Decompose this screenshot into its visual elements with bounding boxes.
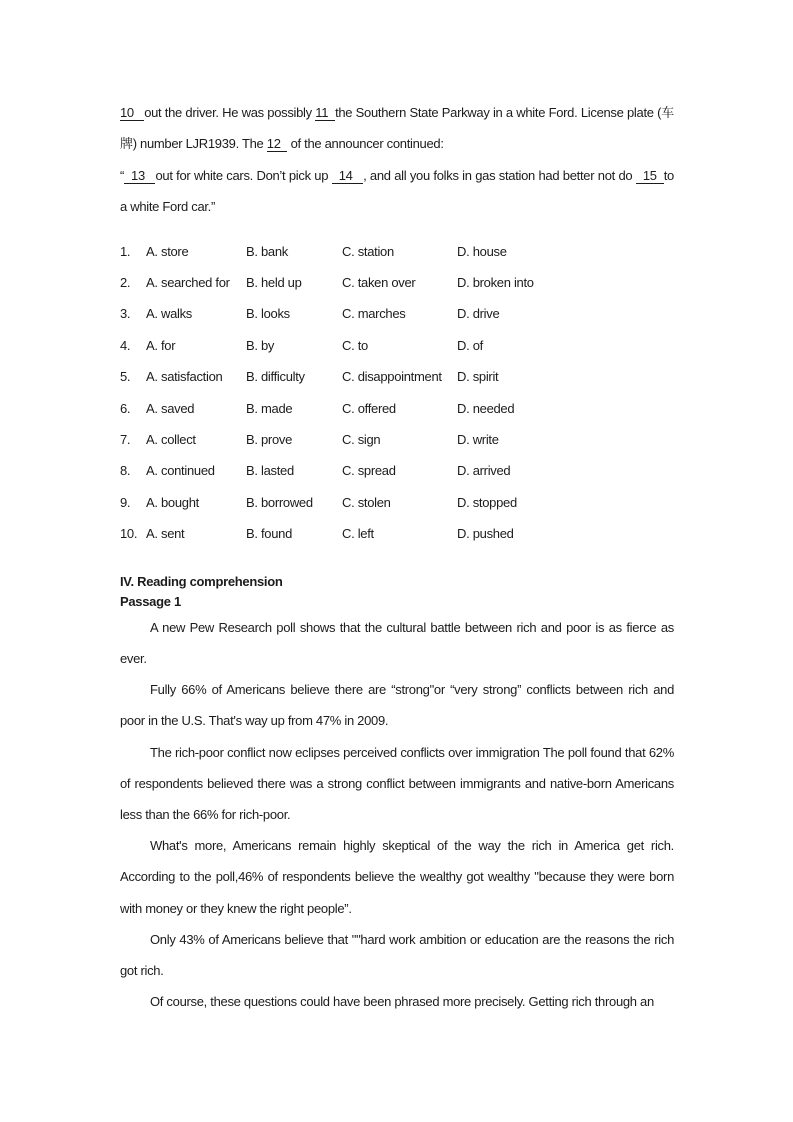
option-c: C. station — [342, 243, 394, 259]
option-c: C. stolen — [342, 494, 391, 510]
option-c: C. disappointment — [342, 369, 442, 385]
question-row — [120, 298, 674, 329]
option-c: C. spread — [342, 463, 396, 479]
question-list — [120, 236, 674, 550]
option-c: C. sign — [342, 432, 381, 448]
option-d: D. broken into — [457, 275, 534, 291]
option-c: C. marches — [342, 306, 406, 322]
question-row — [120, 487, 674, 518]
passage-paragraph: Of course, these questions could have been phrased more precisely. Getting rich through an — [150, 994, 654, 1010]
document-page — [120, 97, 674, 1017]
option-a: A. searched for — [146, 275, 230, 291]
option-b: B. bank — [246, 243, 288, 259]
option-c: C. offered — [342, 400, 396, 416]
option-d: D. needed — [457, 400, 515, 416]
question-number: 4. — [120, 337, 131, 353]
cloze-blank: 11 — [315, 105, 336, 120]
cloze-text: , and all you folks in gas station had better not do — [363, 167, 636, 183]
option-b: B. looks — [246, 306, 290, 322]
question-row — [120, 393, 674, 424]
option-a: A. continued — [146, 463, 215, 479]
cloze-text: out the driver. He was possibly — [144, 105, 316, 120]
option-b: B. borrowed — [246, 494, 313, 510]
question-number: 6. — [120, 400, 131, 416]
question-row — [120, 330, 674, 361]
question-number: 1. — [120, 243, 131, 259]
cloze-blank: 12 — [266, 136, 288, 152]
question-number: 3. — [120, 306, 131, 322]
option-a: A. collect — [146, 432, 196, 448]
cloze-text: out for white cars. Don’t pick up — [155, 167, 332, 183]
question-number: 5. — [120, 369, 131, 385]
option-a: A. store — [146, 243, 189, 259]
option-b: B. held up — [246, 275, 302, 291]
option-b: B. difficulty — [246, 369, 305, 385]
question-number: 2. — [120, 275, 131, 291]
passage-paragraph: A new Pew Research poll shows that the cultural battle between rich and poor is as fierce as ever. — [120, 619, 674, 666]
option-a: A. satisfaction — [146, 369, 223, 385]
option-a: A. saved — [146, 400, 195, 416]
passage-label: Passage 1 — [120, 593, 181, 609]
cloze-blank: 14 — [331, 167, 364, 183]
passage-paragraph: Only 43% of Americans believe that ""hard work ambition or education are the reasons the rich got rich. — [120, 931, 674, 978]
option-c: C. left — [342, 526, 374, 542]
cloze-text: to a white Ford car.” — [120, 167, 674, 215]
passage-paragraph: Fully 66% of Americans believe there are “strong"or “very strong” conflicts between rich and poor in the U.S. That's way up from 47% in 2009. — [120, 682, 674, 729]
passage-paragraph: What's more, Americans remain highly skeptical of the way the rich in America get rich. According to the poll,46% of respondents believe the wealthy got wealthy "because they were born with money or they knew the right people”. — [120, 838, 674, 916]
question-row — [120, 361, 674, 392]
question-row — [120, 267, 674, 298]
cloze-paragraph — [120, 97, 674, 160]
option-a: A. walks — [146, 306, 193, 322]
option-d: D. house — [457, 243, 507, 259]
option-b: B. found — [246, 526, 293, 542]
option-d: D. drive — [457, 306, 500, 322]
cloze-text: the Southern State Parkway in a white Ford. License plate (车牌) number LJR1939. The — [120, 105, 674, 152]
option-d: D. stopped — [457, 494, 517, 510]
reading-passage — [120, 612, 674, 1018]
reading-section-header — [120, 572, 674, 612]
option-d: D. of — [457, 337, 483, 353]
option-d: D. arrived — [457, 463, 511, 479]
cloze-passage — [120, 97, 674, 223]
question-row — [120, 236, 674, 267]
option-b: B. lasted — [246, 463, 294, 479]
section-title: IV. Reading comprehension — [120, 573, 283, 589]
question-row — [120, 455, 674, 486]
question-row — [120, 518, 674, 549]
question-number: 9. — [120, 494, 131, 510]
option-d: D. spirit — [457, 369, 499, 385]
option-c: C. taken over — [342, 275, 416, 291]
question-row — [120, 424, 674, 455]
option-d: D. pushed — [457, 526, 514, 542]
option-b: B. by — [246, 337, 275, 353]
question-number: 8. — [120, 463, 131, 479]
question-number: 10. — [120, 526, 138, 542]
passage-paragraph: The rich-poor conflict now eclipses perceived conflicts over immigration The poll found that 62% of respondents believed there was a strong conflict between immigrants and native-born Americans less than the 66% for rich-poor. — [120, 744, 674, 822]
cloze-paragraph — [120, 160, 674, 223]
cloze-blank: 13 — [124, 167, 156, 183]
cloze-blank: 15 — [635, 167, 664, 183]
cloze-text: of the announcer continued: — [287, 136, 444, 152]
option-a: A. for — [146, 337, 176, 353]
option-a: A. bought — [146, 494, 199, 510]
cloze-text: “ — [120, 167, 125, 183]
option-d: D. write — [457, 432, 499, 448]
cloze-blank: 10 — [120, 105, 145, 120]
option-b: B. prove — [246, 432, 293, 448]
option-c: C. to — [342, 337, 368, 353]
option-a: A. sent — [146, 526, 185, 542]
option-b: B. made — [246, 400, 293, 416]
question-number: 7. — [120, 432, 131, 448]
